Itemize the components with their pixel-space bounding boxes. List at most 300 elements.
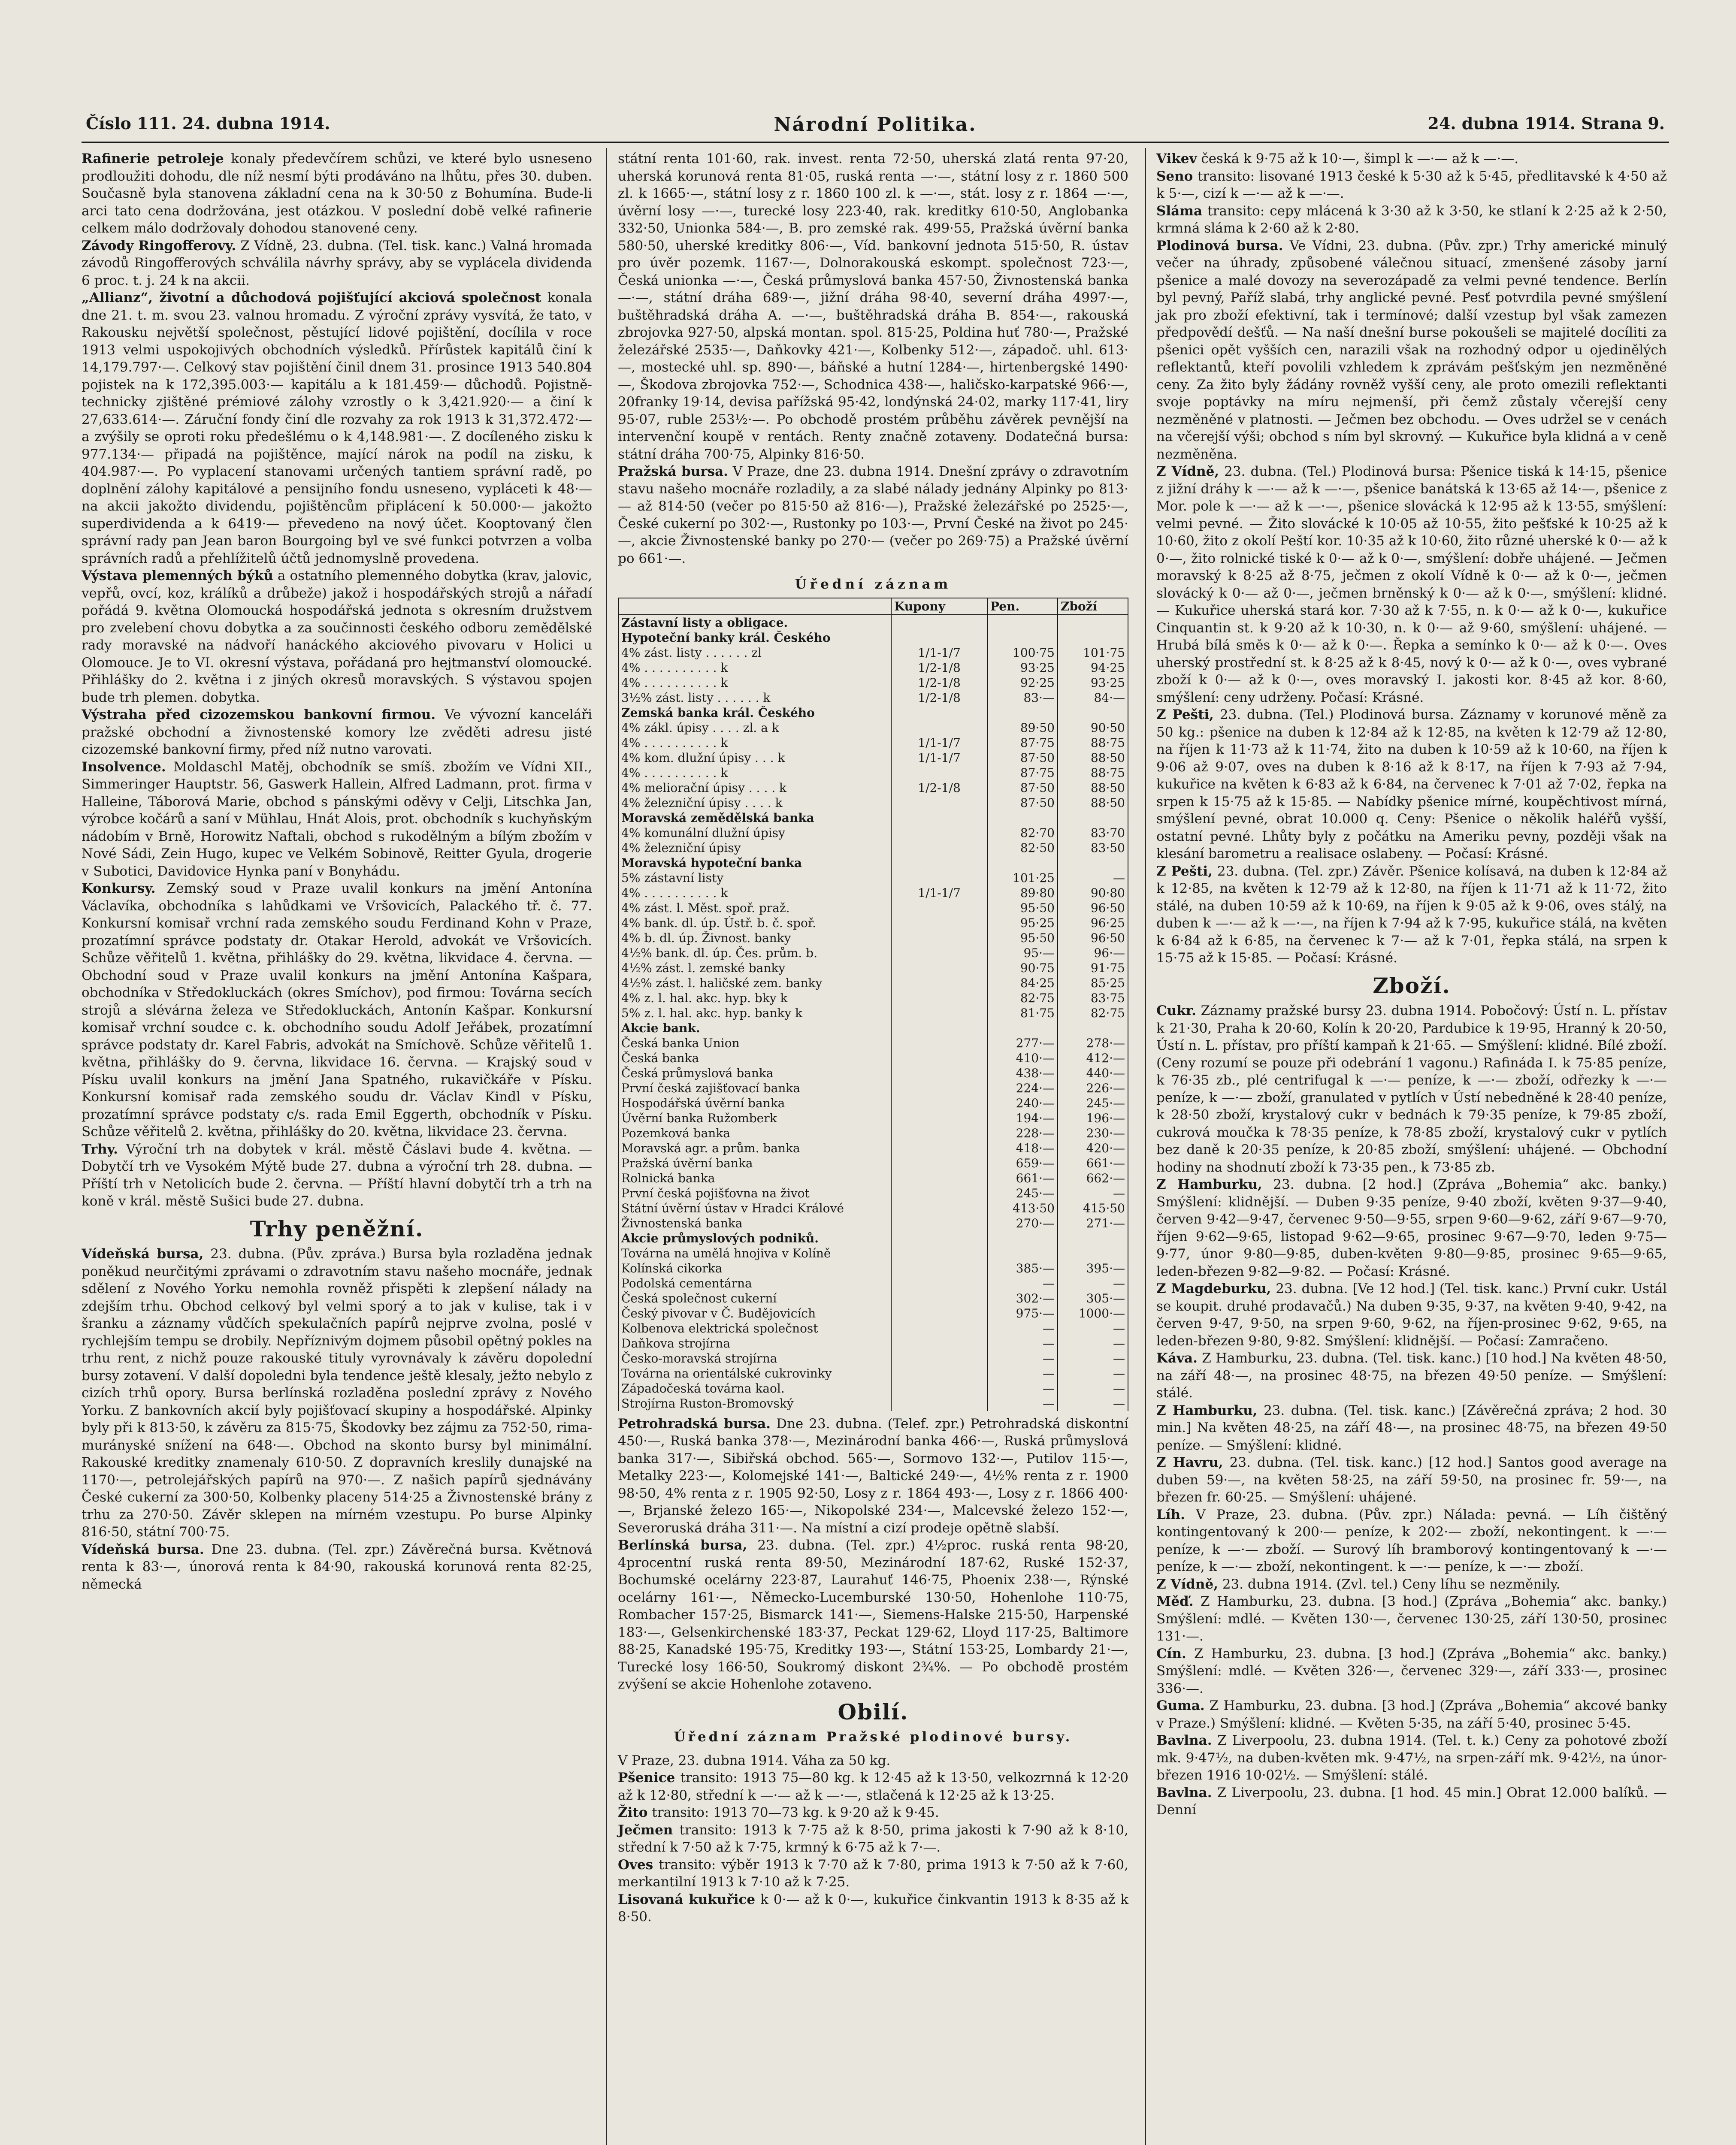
table-group-row [618,630,1128,645]
article-text: transito: lisované 1913 české k 5·30 až k 5·45, předlitavské k 4·50 až k 5·—, cizí k —·— až k —·—. [1156,168,1667,201]
table-header: Zboží [1058,598,1128,615]
article-lead: Cín. [1156,1646,1186,1662]
table-row [618,946,1128,961]
table-cell [891,1381,987,1396]
table-cell [891,630,987,645]
article-paragraph [1156,1280,1667,1350]
table-row [618,735,1128,750]
article-lead: Líh. [1156,1507,1185,1523]
table-cell: 96·50 [1058,900,1128,915]
table-cell: 1/1-1/7 [891,735,987,750]
article-text: 23. dubna. [2 hod.] (Zpráva „Bohemia“ akc. banky.) Smýšlení: klidnější. — Duben 9·35 peníze, 9·40 zboží, květen 9·37—9·40, červen 9·42—9·47, červenec 9·50—9·55, srpen 9·60—9·62, září 9·67—9·70, říjen 9·62—9·65, listopad 9·62—9·65, prosinec 9·67—9·70, leden 9·75—9·77, únor 9·80—9·85, duben-květen 9·80—9·85, prosinec 9·65—9·65, leden-březen 9·82—9·82. — Počasí: Krásné. [1156,1177,1667,1279]
table-cell: Pražská úvěrní banka [618,1156,891,1171]
article-paragraph [618,1891,1128,1926]
article-text: a ostatního plemenného dobytka (krav, jalovic, vepřů, ovcí, koz, králíků a drůbeže) jakož i hospodářských strojů a nářadí pořádá 9. května Olomoucká hospodářská jednota s okresním družstvem pro zvelebení chovu dobytka a za součinnosti českého odboru zemědělské rady moravské na nádvoří hanáckého akciového pivovaru v Holici u Olomouce. Je to VI. okresní výstava, pořádaná pro hejtmanství olomoucké. Přihlášky do 2. května i z jiných okresů moravských. S výstavou spojen bude trh plemen. dobytka. [82,568,592,705]
table-cell: — [1058,1276,1128,1291]
issue-date: Číslo 111. 24. dubna 1914. [86,114,330,133]
table-cell: Daňkova strojírna [618,1336,891,1351]
table-cell: 101·75 [1058,645,1128,660]
table-cell: 440·— [1058,1066,1128,1081]
table-header [618,598,891,615]
article-paragraph [618,1415,1128,1537]
table-cell: 194·— [987,1111,1058,1126]
table-cell [987,705,1058,720]
table-cell: 226·— [1058,1081,1128,1096]
table-cell: Česká průmyslová banka [618,1066,891,1081]
table-cell: 87·50 [987,750,1058,765]
table-cell: — [1058,1186,1128,1201]
article-lead: Petrohradská bursa. [618,1416,771,1432]
table-row [618,765,1128,780]
table-cell: 418·— [987,1141,1058,1156]
article-lead: Lisovaná kukuřice [618,1891,756,1907]
table-row [618,885,1128,900]
table-cell: 4% kom. dlužní úpisy . . . k [618,750,891,765]
table-cell: 1/2-1/8 [891,660,987,675]
table-cell [891,1036,987,1051]
table-cell: — [1058,1321,1128,1336]
table-cell [891,1216,987,1231]
article-lead: Z Magdeburku, [1156,1281,1271,1296]
table-cell: 4% zákl. úpisy . . . . zl. a k [618,720,891,735]
table-cell: 84·— [1058,690,1128,705]
article-lead: Vídeňská bursa, [82,1246,204,1262]
table-row [618,991,1128,1006]
table-row [618,961,1128,976]
table-cell: 1/2-1/8 [891,690,987,705]
article-text: Z Vídně, 23. dubna. (Tel. tisk. kanc.) Valná hromada závodů Ringofferových schválila návrhy správy, aby se vyplácela dividenda 6 proc. t. j. 24 k na akcii. [82,238,592,288]
table-cell: 93·25 [1058,675,1128,690]
article-paragraph [82,289,592,567]
table-row [618,1351,1128,1366]
article-text: 23. dubna. (Tel. zpr.) 4½proc. ruská renta 98·20, 4procentní ruská renta 89·50, Mezinárodní 187·62, Ruské 152·37, Bochumské ocelárny 223·87, Laurahuť 146·75, Phoenix 238·—, Rýnské ocelárny 161·—, Německo-Lucemburské 130·50, Hohenlohe 110·75, Rombacher 157·25, Bismarck 141·—, Siemens-Halske 215·50, Harpenské 183·—, Gelsenkirchenské 183·37, Peckat 129·62, Lloyd 117·25, Baltimore 88·25, Kanadské 195·75, Kreditky 193·—, Státní 153·25, Lombardy 21·—, Turecké losy 166·50, Soukromý diskont 2¾%. — Po obchodě prostém zvýšení se akcie Hohenlohe zotaveno. [618,1538,1128,1692]
article-text: Z Hamburku, 23. dubna. [3 hod.] (Zpráva „Bohemia“ akc. banky.) Smýšlení: mdlé. — Květen 130·—, červenec 130·25, září 130·50, prosinec 131·—. [1156,1594,1667,1644]
table-cell [1058,855,1128,870]
table-cell: 1/1-1/7 [891,750,987,765]
table-group-label: Akcie bank. [618,1021,891,1036]
table-row [618,1246,1128,1261]
article-text: transito: 1913 k 7·75 až k 8·50, prima jakosti k 7·90 až k 8·10, střední k 7·50 až k 7·75, krmný k 6·75 až k 7·—. [618,1822,1128,1855]
table-cell: 94·25 [1058,660,1128,675]
table-cell: 4½% zást. l. haličské zem. banky [618,976,891,991]
table-cell [891,931,987,946]
article-paragraph [1156,237,1667,463]
table-cell: Živnostenská banka [618,1216,891,1231]
table-cell: Podolská cementárna [618,1276,891,1291]
article-paragraph [1156,1593,1667,1645]
article-lead: Závody Ringofferovy. [82,238,236,254]
column-2 [618,150,1128,1926]
sub-title: Úřední záznam Pražské plodinové bursy. [674,1729,1073,1745]
official-table-title: Úřední záznam [795,577,952,592]
article-lead: „Allianz“, životní a důchodová pojišťující akciová společnost [82,290,541,305]
table-cell: 271·— [1058,1216,1128,1231]
table-group-row [618,615,1128,630]
table-cell: Kolínská cikorka [618,1261,891,1276]
article-paragraph [1156,150,1667,168]
table-cell [891,1291,987,1306]
table-cell: 83·50 [1058,840,1128,855]
table-group-label: Zástavní listy a obligace. [618,615,891,630]
table-cell: První česká zajišťovací banka [618,1081,891,1096]
table-cell: Strojírna Ruston-Bromovský [618,1396,891,1411]
table-cell [891,1306,987,1321]
table-cell [891,870,987,885]
article-lead: Konkursy. [82,881,156,896]
table-row [618,900,1128,915]
article-text: V Praze, dne 23. dubna 1914. Dnešní zprávy o zdravotním stavu našeho mocnáře rozladily, a za slabé nálady jednány Alpinky po 813·— až 814·50 (večer po 815·50 až 816·—), Pražské železářské po 2525·—, České cukerní po 302·—, Rustonky po 103·—, První České na život po 245·—, akcie Živnostenské banky po 270·— (večer po 269·75) a Pražské úvěrní po 661·—. [618,464,1128,566]
column-2-bottom [618,1415,1128,1926]
article-text: Dne 23. dubna. (Telef. zpr.) Petrohradská diskontní 450·—, Ruská banka 378·—, Mezinárodní banka 466·—, Ruská průmyslová banka 317·—, Sibiřská obchod. 565·—, Sormovo 132·—, Putilov 115·—, Metalky 223·—, Kolomejské 141·—, Baltické 249·—, 4½% renta z r. 1900 98·50, 4% renta z r. 1905 92·50, Losy z r. 1864 493·—, Losy z r. 1866 400·—, Brjanské železo 165·—, Nikopolské 234·—, Malcevské železo 152·—, Severoruská dráha 311·—. Na místní a cizí prodeje opětně slabší. [618,1416,1128,1536]
table-row [618,1051,1128,1066]
article-paragraph [618,1752,1128,1770]
article-text: Z Liverpoolu, 23. dubna 1914. (Tel. t. k.) Ceny za pohotové zboží mk. 9·47½, na duben-květen mk. 9·47½, na srpen-září mk. 9·42½, na únor-březen 1916 10·02½. — Smýšlení: stálé. [1156,1733,1667,1783]
table-group-label: Moravská hypoteční banka [618,855,891,870]
column-2-top [618,150,1128,567]
table-cell: 240·— [987,1096,1058,1111]
table-cell: 82·70 [987,825,1058,840]
article-lead: Insolvence. [82,759,166,775]
article-text: transito: 1913 70—73 kg. k 9·20 až k 9·45. [647,1805,939,1820]
table-cell: 93·25 [987,660,1058,675]
table-cell [891,1276,987,1291]
article-text: V Praze, 23. dubna. (Pův. zpr.) Nálada: pevná. — Líh čištěný kontingentovaný k 200·— peníze, k 202·— zboží, nekontingent. k —·— peníze, k —·— zboží. — Surový líh bramborový kontingentovaný k —·— peníze, k —·— zboží, nekontingent. k —·— peníze, k —·— zboží. [1156,1507,1667,1574]
table-cell: 245·— [987,1186,1058,1201]
table-cell: 4% železniční úpisy [618,840,891,855]
table-cell [987,630,1058,645]
article-lead: Cukr. [1156,1003,1196,1018]
table-cell: 385·— [987,1261,1058,1276]
table-cell: 95·50 [987,900,1058,915]
table-cell: 4% . . . . . . . . . . k [618,885,891,900]
table-cell: 4% z. l. hal. akc. hyp. bky k [618,991,891,1006]
table-row [618,1396,1128,1411]
table-row [618,976,1128,991]
table-cell: 662·— [1058,1171,1128,1186]
table-cell [1058,705,1128,720]
table-cell [891,705,987,720]
column-divider [606,148,607,2145]
table-cell: 270·— [987,1216,1058,1231]
table-cell: 302·— [987,1291,1058,1306]
table-cell [891,1171,987,1186]
article-text: transito: 1913 75—80 kg. k 12·45 až k 13·50, velkozrnná k 12·20 až k 12·80, střední k —·— až k —·—, stlačená k 12·25 až k 13·25. [618,1770,1128,1803]
article-paragraph [82,150,592,237]
article-paragraph [82,880,592,1141]
article-text: transito: cepy mlácená k 3·30 až k 3·50, ke stlaní k 2·25 až k 2·50, krmná sláma k 2·60 až k 2·80. [1156,203,1667,236]
table-cell: 90·80 [1058,885,1128,900]
table-cell: 4% b. dl. úp. Živnost. banky [618,931,891,946]
table-cell [987,810,1058,825]
table-cell: 4½% bank. dl. úp. Čes. prům. b. [618,946,891,961]
table-cell [891,1141,987,1156]
table-cell [891,1261,987,1276]
table-cell: 82·75 [987,991,1058,1006]
table-row [618,690,1128,705]
table-cell: 438·— [987,1066,1058,1081]
table-cell: 89·50 [987,720,1058,735]
table-cell [891,720,987,735]
table-cell [891,900,987,915]
table-cell: Pozemková banka [618,1126,891,1141]
article-text: Dne 23. dubna. (Tel. zpr.) Závěrečná bursa. Květnová renta k 83·—, únorová renta k 84·90, rakouská korunová renta 82·25, německá [82,1541,592,1592]
article-lead: Vikev [1156,151,1197,166]
table-cell: 101·25 [987,870,1058,885]
article-paragraph [1156,1350,1667,1402]
table-cell: 228·— [987,1126,1058,1141]
table-cell: — [987,1336,1058,1351]
article-paragraph [1156,1645,1667,1698]
table-cell: 4% . . . . . . . . . . k [618,765,891,780]
table-cell [891,1096,987,1111]
table-cell [891,1186,987,1201]
table-cell: — [1058,1381,1128,1396]
table-cell: 88·50 [1058,750,1128,765]
table-cell: 81·75 [987,1006,1058,1021]
table-cell: 395·— [1058,1261,1128,1276]
table-cell: 90·75 [987,961,1058,976]
table-row [618,1201,1128,1216]
article-paragraph [1156,1506,1667,1576]
page-header [82,109,1669,139]
article-text: Ve vývozní kanceláři pražské obchodní a živnostenské komory lze zvěděti adresu jisté cizozemské bankovní firmy, před níž nutno varovati. [82,707,592,757]
table-cell: 415·50 [1058,1201,1128,1216]
table-row [618,931,1128,946]
table-row [618,825,1128,840]
table-cell: 88·75 [1058,765,1128,780]
table-cell: 1/2-1/8 [891,675,987,690]
article-text: k 0·— až k 0·—, kukuřice činkvantin 1913 k 8·35 až k 8·50. [618,1891,1128,1924]
table-row [618,720,1128,735]
table-cell [891,1111,987,1126]
table-cell: 4% . . . . . . . . . . k [618,675,891,690]
table-cell [1058,615,1128,630]
table-cell [987,1246,1058,1261]
table-row [618,1276,1128,1291]
article-lead: Bavlna. [1156,1733,1212,1748]
table-group-row [618,855,1128,870]
table-cell [891,961,987,976]
article-paragraph [82,706,592,758]
table-cell: 87·50 [987,795,1058,810]
article-lead: Z Havru, [1156,1455,1223,1470]
table-cell: 92·25 [987,675,1058,690]
article-paragraph [1156,1454,1667,1506]
table-row [618,645,1128,660]
table-cell: 100·75 [987,645,1058,660]
table-cell: Česká banka [618,1051,891,1066]
article-lead: Bavlna. [1156,1785,1212,1801]
article-text: 23. dubna. (Tel.) Plodinová bursa. Záznamy v korunové měně za 50 kg.: pšenice na duben k 12·84 až k 12·85, na květen k 12·79 až 12·80, na říjen k 11·73 až k 11·74, žito na duben k 10·59 až k 10·60, na říjen k 9·06 až 9·07, oves na duben k 8·16 až k 8·17, na říjen k 7·93 až 7·94, kukuřice na květen k 6·83 až k 6·84, na červenec k 7·01 až 7·02, řepka na srpen k 15·75 až k 15·85. — Nabídky pšenice mírné, koupěchtivost mírná, smýšlení pevné, obrat 10.000 q. Ceny: Pšenice o několik haléřů vyšší, ostatní pevné. Lhůty byly z počátku na Ameriku pevny, později však na klesání barometru a realisace oslabeny. — Počasí: Krásné. [1156,707,1667,861]
section-title: Trhy peněžní. [250,1216,424,1242]
newspaper-page [82,0,1669,2145]
column-3 [1156,150,1667,1819]
table-cell [891,1321,987,1336]
table-cell [987,855,1058,870]
table-row [618,1261,1128,1276]
table-cell: 1/1-1/7 [891,885,987,900]
table-row [618,915,1128,931]
table-row [618,780,1128,795]
table-cell [891,1081,987,1096]
table-row [618,1336,1128,1351]
table-row [618,1066,1128,1081]
table-cell [891,1201,987,1216]
article-text: Z Liverpoolu, 23. dubna. [1 hod. 45 min.] Obrat 12.000 balíků. — Denní [1156,1785,1667,1818]
table-cell: — [1058,1336,1128,1351]
table-cell: Továrna na umělá hnojiva v Kolíně [618,1246,891,1261]
masthead: Národní Politika. [774,114,977,136]
article-paragraph [1156,706,1667,863]
table-cell: — [1058,1396,1128,1411]
table-cell: 83·— [987,690,1058,705]
article-text: transito: výběr 1913 k 7·70 až k 7·80, prima 1913 k 7·50 až k 7·60, merkantilní 1913 k 7·10 až k 7·25. [618,1857,1128,1890]
table-cell: — [987,1321,1058,1336]
table-cell [891,1351,987,1366]
table-cell: 88·50 [1058,780,1128,795]
article-paragraph [1156,1576,1667,1593]
table-cell [891,976,987,991]
table-cell: 4½% zást. l. zemské banky [618,961,891,976]
table-cell [891,1336,987,1351]
table-header: Pen. [987,598,1058,615]
table-row [618,1126,1128,1141]
article-paragraph [618,1822,1128,1856]
table-cell: 95·50 [987,931,1058,946]
article-lead: Z Pešti, [1156,863,1213,879]
table-cell: 3½% zást. listy . . . . . . k [618,690,891,705]
table-row [618,795,1128,810]
table-cell: 224·— [987,1081,1058,1096]
table-cell: 4% bank. dl. úp. Ústř. b. č. spoř. [618,915,891,931]
table-cell: Rolnická banka [618,1171,891,1186]
article-lead: Ječmen [618,1822,673,1838]
table-row [618,1291,1128,1306]
article-lead: Pšenice [618,1770,675,1785]
article-lead: Z Hamburku, [1156,1402,1258,1418]
article-paragraph [1156,463,1667,706]
table-cell [891,991,987,1006]
table-cell: 95·— [987,946,1058,961]
article-lead: Měď. [1156,1594,1194,1609]
table-row [618,1216,1128,1231]
article-text: Moldaschl Matěj, obchodník se smíš. zbožím ve Vídni XII., Simmeringer Hauptstr. 56, Gaswerk Hallein, Alfred Ladmann, prot. firma v Halleine, Táborová Marie, obchod s pánskými oděvy v Celji, Litschka Jan, výrobce kočárů a saní v Mühlau, Hnát Alois, prot. obchodník s kuchyňským nádobím v Brně, Horowitz Naftali, obchod s rukodělným a bílým zbožím v Nové Sádi, Zein Hugo, kupec ve Velkém Sobinově, Reitter Gyula, drogerie v Subotici, Davidovice Hynka paní v Bonyhádu. [82,759,592,879]
article-lead: Výstraha před cizozemskou bankovní firmou. [82,707,436,722]
article-lead: Sláma [1156,203,1203,219]
article-lead: Výstava plemenných býků [82,568,273,583]
article-lead: Vídeňská bursa. [82,1541,204,1557]
table-cell: 95·25 [987,915,1058,931]
article-lead: Z Pešti, [1156,707,1214,722]
table-cell: Továrna na orientálské cukrovinky [618,1366,891,1381]
table-cell: — [987,1396,1058,1411]
table-cell [1058,1231,1128,1246]
article-lead: Seno [1156,168,1193,184]
table-cell: 82·75 [1058,1006,1128,1021]
table-cell: 420·— [1058,1141,1128,1156]
table-cell [891,615,987,630]
article-paragraph [618,463,1128,567]
table-row [618,675,1128,690]
article-paragraph [82,1141,592,1210]
table-row [618,1156,1128,1171]
article-text: Z Hamburku, 23. dubna. [3 hod.] (Zpráva „Bohemia“ akcové banky v Praze.) Smýšlení: klidné. — Květen 5·35, na září 5·40, prosinec 5·45. [1156,1698,1667,1731]
table-cell [987,1021,1058,1036]
table-cell: 4% komunální dlužní úpisy [618,825,891,840]
official-quotes-table [618,598,1128,1411]
table-cell: Česko-moravská strojírna [618,1351,891,1366]
table-cell: Kolbenova elektrická společnost [618,1321,891,1336]
table-cell: — [1058,870,1128,885]
table-cell: Česká společnost cukerní [618,1291,891,1306]
table-cell [891,795,987,810]
table-cell [891,765,987,780]
article-paragraph [82,1541,592,1593]
article-text: státní renta 101·60, rak. invest. renta 72·50, uherská zlatá renta 97·20, uherská korunová renta 81·05, ruská renta —·—, státní losy z r. 1860 500 zl. k 1665·—, státní losy z r. 1860 100 zl. k —·—, stát. losy z r. 1864 —·—, úvěrní losy —·—, turecké losy 223·40, rak. kreditky 610·50, Anglobanka 332·50, Unionka 584·—, B. pro zemské rak. 499·55, Pražská úvěrní banka 580·50, uherské kreditky 806·—, Víd. bankovní jednota 515·50, R. ústav pro úvěr pozemk. 1167·—, Dolnorakouská eskompt. společnost 723·—, Česká unionka —·—, Česká průmyslová banka 457·50, Živnostenská banka —·—, státní dráha 689·—, jižní dráha 98·40, severní dráha 4997·—, buštěhradská dráha A. —·—, buštěhradská dráha B. 854·—, rakouská zbrojovka 927·50, alpská montan. spol. 815·25, Poldina huť 780·—, Pražské železářské 2535·—, Daňkovky 421·—, Kolbenky 512·—, západoč. uhl. 613·—, mostecké uhl. sp. 890·—, báňské a hutní 1284·—, hirtenbergské 1490·—, Škodova zbrojovka 752·—, Schodnica 438·—, haličsko-karpatské 966·—, 20franky 19·14, devisa pařížská 95·42, londýnská 24·02, marky 117·41, liry 95·07, ruble 253½·—. Po obchodě prostém průběhu závěrek pevnější na intervenční koupě v rentách. Renty značně zotaveny. Dodatečná bursa: státní dráha 700·75, Alpinky 816·50. [618,151,1128,462]
table-cell: — [1058,1366,1128,1381]
article-lead: Z Vídně, [1156,1576,1218,1592]
article-text: česká k 9·75 až k 10·—, šimpl k —·— až k —·—. [1197,151,1519,166]
table-cell: — [987,1381,1058,1396]
article-lead: Z Hamburku, [1156,1177,1262,1192]
table-cell: 659·— [987,1156,1058,1171]
table-header: Kupony [891,598,987,615]
table-cell [891,1051,987,1066]
table-cell: 245·— [1058,1096,1128,1111]
table-cell [891,1396,987,1411]
article-text: Výroční trh na dobytek v král. městě Čáslavi bude 4. května. — Dobytčí trh ve Vysokém Mýtě bude 27. dubna a výroční trh 28. dubna. — Příští trh v Netolicích bude 2. června. — Příští hlavní dobytčí trh a trh na koně v král. městě Sušici bude 27. dubna. [82,1141,592,1209]
table-cell: Hospodářská úvěrní banka [618,1096,891,1111]
table-row [618,1111,1128,1126]
table-cell: 305·— [1058,1291,1128,1306]
article-paragraph [1156,1784,1667,1819]
table-cell: 4% železniční úpisy . . . . k [618,795,891,810]
table-row [618,1321,1128,1336]
table-cell [891,855,987,870]
table-cell: 82·50 [987,840,1058,855]
article-paragraph [1156,168,1667,202]
table-cell: 5% zástavní listy [618,870,891,885]
table-cell [891,915,987,931]
article-text: 23. dubna. [Ve 12 hod.] (Tel. tisk. kanc.) První cukr. Ustál se koupit. druhé prodavačů.) Na duben 9·35, 9·37, na květen 9·40, 9·42, na červen 9·47, 9·50, na srpen 9·60, 9·62, na říjen-prosinec 9·62, 9·65, na leden-březen 9·80, 9·82. Smýšlení: klidnější. — Počasí: Zamračeno. [1156,1281,1667,1349]
table-cell: 83·75 [1058,991,1128,1006]
section-title: Obilí. [838,1699,909,1725]
article-lead: Káva. [1156,1350,1198,1366]
table-row [618,840,1128,855]
table-row [618,1306,1128,1321]
table-cell: 278·— [1058,1036,1128,1051]
article-lead: Pražská bursa. [618,464,728,479]
table-cell: 661·— [987,1171,1058,1186]
table-cell: 661·— [1058,1156,1128,1171]
table-cell [891,825,987,840]
table-cell [1058,810,1128,825]
table-cell: — [987,1351,1058,1366]
article-paragraph [618,150,1128,463]
article-paragraph [1156,863,1667,967]
table-cell [1058,630,1128,645]
table-cell [1058,1021,1128,1036]
article-lead: Trhy. [82,1141,118,1157]
article-paragraph [1156,1002,1667,1176]
header-rule [82,142,1669,143]
table-cell: 87·75 [987,735,1058,750]
table-cell: Český pivovar v Č. Budějovicích [618,1306,891,1321]
article-text: Z Hamburku, 23. dubna. [3 hod.] (Zpráva „Bohemia“ akc. banky.) Smýšlení: mdlé. — Květen 326·—, červenec 329·—, září 333·—, prosinec 336·—. [1156,1646,1667,1696]
article-lead: Z Vídně, [1156,464,1219,479]
table-cell: 410·— [987,1051,1058,1066]
article-text: Ve Vídni, 23. dubna. (Pův. zpr.) Trhy americké minulý večer na úhrady, způsobené válečnou situací, zmenšené zásoby jarní pšenice a malé dovozy na severozápadě za velmi pevné tendence. Berlín byl pevný, Paříž slabá, trhy anglické pevné. Pesť potvrdila pevné smýšlení jak pro zboží efektivní, tak i termínové; další vzestup byl však zamezen předpovědí dešťů. — Na naší dnešní burse pokoušeli se majitelé docíliti za pšenici opět vyšších cen, narazili však na rozhodný odpor u ojedinělých reflektantů, kteří povolili vzhledem k zprávám pešťským jen nezměněné ceny. Za žito byly žádány rovněž vyšší ceny, ale proto omezili reflektanti svoje poptávky na míru nejmenší, při čemž zůstaly včerejší ceny nezměněné v platnosti. — Ječmen bez obchodu. — Oves udržel se v cenách na včerejší výši; obchod s ním byl skrovný. — Kukuřice byla klidná a v ceně nezměněna. [1156,238,1667,462]
